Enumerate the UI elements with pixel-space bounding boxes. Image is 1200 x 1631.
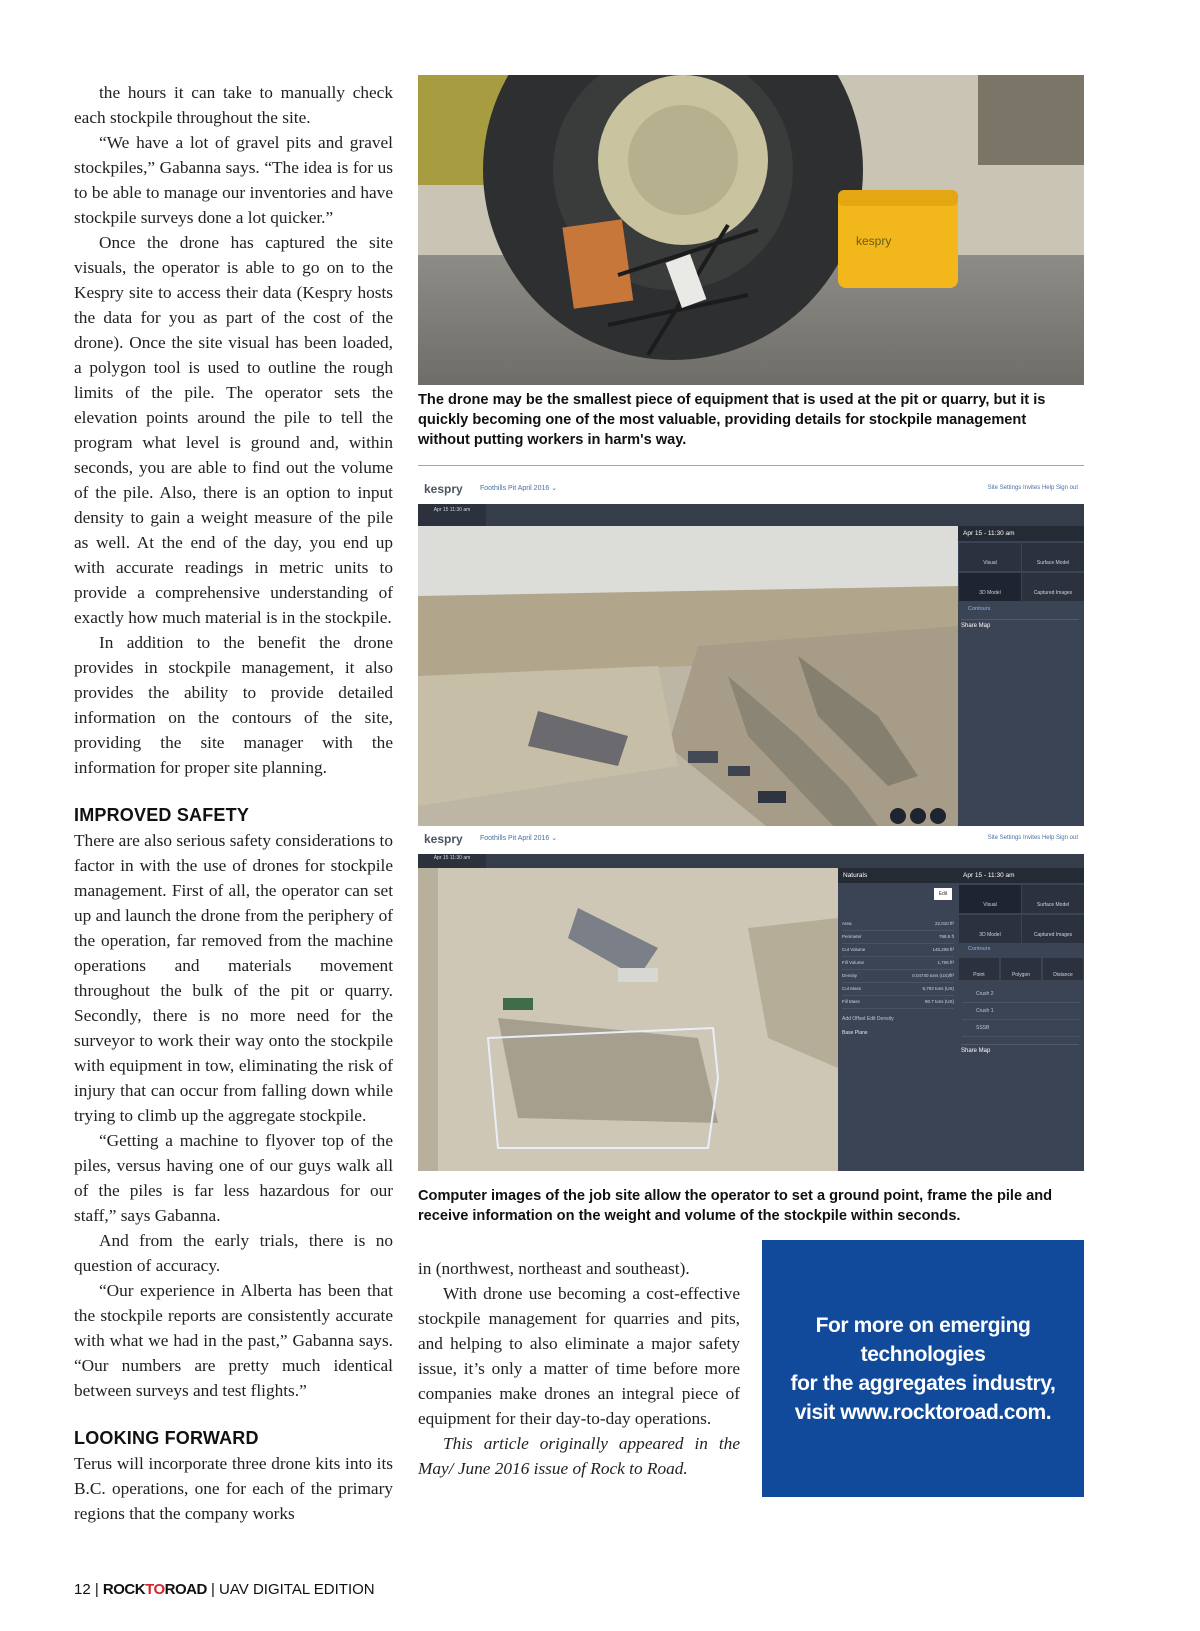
stats-table [842,918,954,1009]
layers-panel [958,868,1084,1171]
edit-button[interactable]: Edit [934,888,952,900]
case-logo-text: kespry [856,234,892,248]
base-plane[interactable]: Base Plane [842,1030,868,1036]
layer-item[interactable]: Crush 2 [962,986,1080,1003]
layer-list [962,986,1080,1037]
body-paragraph: “Getting a machine to flyover top of the piles, versus having one of our guys walk all of the piles is far less hazardous for our staff,” says Gabanna. [74,1131,393,1225]
body-paragraph: In addition to the benefit the drone provides in stockpile management, it also provides the ability to provide detailed information on the contours of the site, providing the site manager with the information for proper site planning. [74,633,393,777]
project-selector[interactable]: Foothills Pit April 2016 ⌄ [480,485,558,492]
layer-item[interactable]: Crush 1 [962,1003,1080,1020]
body-paragraph: Terus will incorporate three drone kits into its B.C. operations, one for each of the primary regions that the company works [74,1454,393,1523]
magazine-brand: ROCKTOROAD [102,1581,207,1598]
mid-column [418,1256,740,1481]
project-selector[interactable]: Foothills Pit April 2016 ⌄ [480,835,558,842]
promo-line: For more on emerging technologies [815,1313,1031,1366]
panel-date: Apr 15 - 11:30 am [958,526,1084,541]
tile-surface-model[interactable]: Surface Model [1022,885,1084,913]
tool-point[interactable]: Point [959,958,999,980]
kespry-screen-2d [418,826,1084,1171]
screens-caption: Computer images of the job site allow the operator to set a ground point, frame the pile and receive information on the weight and volume of the stockpile within seconds. [418,1188,1053,1224]
tool-polygon[interactable]: Polygon [1001,958,1041,980]
kespry-screen-3d [418,476,1084,838]
aerial-2d-view [418,868,838,1171]
body-paragraph: the hours it can take to manually check each stockpile throughout the site. [74,83,393,127]
kespry-logo: kespry [424,832,463,846]
naturals-title: Naturals [838,868,958,883]
section-heading-safety: IMPROVED SAFETY [74,805,250,825]
stat-row: Perimeter 768.5 ft [842,931,954,944]
drone-photo [418,75,1084,385]
app-header [418,476,1084,505]
tool-distance[interactable]: Distance [1043,958,1083,980]
offset-links[interactable]: Add Offset Edit Density [842,1016,894,1022]
edition-label: | UAV DIGITAL EDITION [206,1581,375,1598]
tile-surface-model[interactable]: Surface Model [1022,543,1084,571]
header-links[interactable]: Site Settings Invites Help Sign out [987,485,1078,491]
date-button[interactable]: Apr 15 11:30 am [418,854,486,868]
stat-row: Density 0.04740 tons (US)/ft³ [842,970,954,983]
body-paragraph: Once the drone has captured the site visuals, the operator is able to go on to the Kespry site to access their data (Kespry hosts the data for you as part of the cost of the drone). Once the site visual has been loaded, a polygon tool is used to outline the rough limits of the pile. The operator sets the elevation points around the pile to tell the program what level is ground and, within seconds, you are able to find out the volume of the pile. Also, there is an option to input density to gain a weight measure of the pile as well. At the end of the day, you end up with accurate readings in metric units to provide a comprehensive understanding of exactly how much material is in the stockpile. [74,233,393,627]
layers-panel [958,526,1084,838]
date-strip [418,854,1084,868]
credit-line: This article originally appeared in the May/ June 2016 issue of Rock to Road. [418,1434,740,1478]
app-header [418,826,1084,855]
stat-row: Fill Mass 80.7 tons (US) [842,996,954,1009]
tile-visual[interactable]: Visual [959,543,1021,571]
tile-3d-model[interactable]: 3D Model [959,915,1021,943]
stat-row: Fill Volume 1,706 ft³ [842,957,954,970]
page-footer [74,1581,375,1598]
left-column [74,80,393,1526]
promo-link[interactable]: visit www.rocktoroad.com. [794,1400,1052,1424]
caption-divider [418,465,1084,466]
panel-date: Apr 15 - 11:30 am [958,868,1084,883]
body-paragraph: And from the early trials, there is no question of accuracy. [74,1231,393,1275]
contours-toggle[interactable]: Contours [968,946,991,952]
tile-3d-model[interactable]: 3D Model [959,573,1021,601]
kespry-logo: kespry [424,482,463,496]
tile-captured-images[interactable]: Captured Images [1022,573,1084,601]
promo-line: for the aggregates industry, [790,1371,1056,1395]
body-paragraph: “Our experience in Alberta has been that the stockpile reports are consistently accurate with what we had in the past,” Gabanna says. “Our numbers are pretty much identical between surveys and test flights.” [74,1281,393,1400]
header-links[interactable]: Site Settings Invites Help Sign out [987,835,1078,841]
date-button[interactable]: Apr 15 11:30 am [418,504,486,526]
promo-box[interactable] [762,1240,1084,1497]
measure-panel [838,868,958,1171]
aerial-3d-view [418,526,958,838]
page-number: 12 | [74,1581,103,1598]
stat-row: Cut Volume 145,208 ft³ [842,944,954,957]
body-paragraph: “We have a lot of gravel pits and gravel stockpiles,” Gabanna says. “The idea is for us to be able to manage our inventories and have stockpile surveys done a lot quicker.” [74,133,393,227]
layer-item[interactable]: SSSB [962,1020,1080,1037]
share-map[interactable]: Share Map [961,619,1079,629]
tile-captured-images[interactable]: Captured Images [1022,915,1084,943]
section-heading-forward: LOOKING FORWARD [74,1428,259,1448]
contours-toggle[interactable]: Contours [968,606,991,612]
stat-row: Area 22,010 ft² [842,918,954,931]
drone-photo-illustration [418,75,1084,385]
share-map[interactable]: Share Map [961,1044,1079,1054]
stat-row: Cut Mass 6,793 tons (US) [842,983,954,996]
date-strip [418,504,1084,526]
body-paragraph: in (northwest, northeast and southeast). [418,1259,690,1278]
body-paragraph: With drone use becoming a cost-effective stockpile management for quarries and pits, and helping to also eliminate a major safety issue, it’s only a matter of time before more companies make drones an integral piece of equipment for their day-to-day operations. [418,1284,740,1428]
tile-visual[interactable]: Visual [959,885,1021,913]
photo-caption: The drone may be the smallest piece of equipment that is used at the pit or quarry, but it is quickly becoming one of the most valuable, providing details for stockpile management without putting workers in harm's way. [418,392,1046,448]
body-paragraph: There are also serious safety considerations to factor in with the use of drones for stockpile management. First of all, the operator can set up and launch the drone from the periphery of the operation, far removed from the machine operations and materials movement throughout the bulk of the pit or quarry. Secondly, there is no more need for the surveyor to work their way onto the stockpile with equipment in tow, eliminating the risk of injury that can occur from falling down while trying to climb up the aggregate stockpile. [74,831,393,1125]
